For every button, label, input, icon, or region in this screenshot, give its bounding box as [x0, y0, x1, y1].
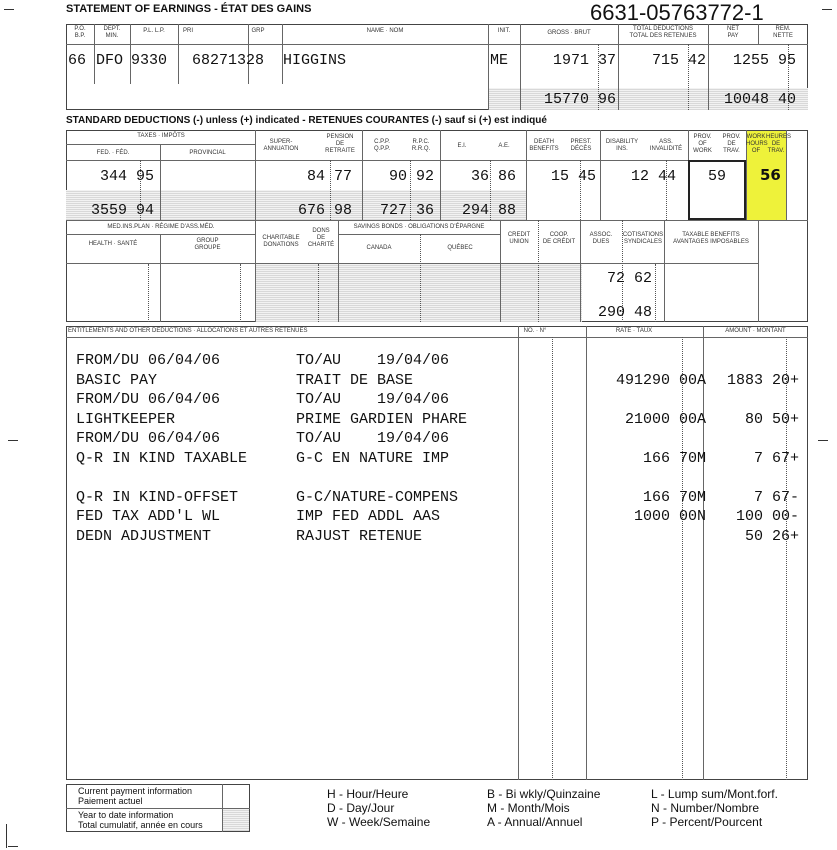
gross-ytd-value: 15770 96	[543, 91, 616, 108]
entitlement-rate: 166 70M	[642, 449, 706, 467]
margin-mark	[8, 846, 18, 847]
margin-mark	[822, 9, 832, 10]
fed-label: FED. · FÉD.	[96, 150, 130, 156]
entitlement-description-en: FROM/DU 06/04/06	[76, 391, 221, 408]
statement-title: STATEMENT OF EARNINGS - ÉTAT DES GAINS	[66, 3, 312, 15]
rate-label: RATE · TAUX	[615, 328, 653, 334]
code-m: M - Month/Mois	[487, 801, 570, 815]
entitlement-description-fr: TRAIT DE BASE	[296, 371, 414, 389]
current-payment-label	[78, 786, 192, 806]
margin-mark	[8, 440, 18, 441]
entitlement-description-en: FED TAX ADD'L WL	[76, 508, 221, 525]
entitlement-description-fr: TO/AU 19/04/06	[296, 430, 450, 447]
entitlement-description-en: FROM/DU 06/04/06	[76, 430, 221, 447]
margin-mark	[818, 440, 828, 441]
charitable-label: CHARITABLE DONATIONS	[262, 235, 300, 248]
amount-label: AMOUNT · MONTANT	[725, 328, 786, 334]
superannuation-label: SUPER- ANNUATION	[263, 139, 299, 152]
code-b: B - Bi wkly/Quinzaine	[487, 787, 601, 801]
codes-col-2	[487, 787, 600, 829]
code-w: W - Week/Semaine	[327, 815, 431, 829]
med-plan-label: MED.INS.PLAN · RÉGIME D'ASS.MÉD.	[107, 224, 215, 230]
heures-trav-label: HEURES DE TRAV.	[766, 134, 792, 154]
rem-nette-label: REM. NETTE	[773, 26, 793, 39]
health-label: HEALTH · SANTÉ	[88, 241, 138, 247]
entitlement-description-fr: G-C EN NATURE IMP	[296, 449, 450, 467]
entitlement-amount: 50 26+	[744, 527, 799, 545]
current-payment-fr: Paiement actuel	[78, 796, 143, 806]
current-payment-en: Current payment information	[78, 786, 193, 796]
gross-label: GROSS · BRUT	[547, 30, 591, 36]
net-pay-value: 1255 95	[732, 52, 796, 69]
cpp-value: 84 77	[306, 168, 352, 185]
death-benefits-value: 15 45	[550, 168, 596, 185]
entitlements-label: ENTITLEMENTS AND OTHER DEDUCTIONS · ALLOCATIONS ET AUTRES RETENUES	[68, 328, 308, 334]
credit-union-label: CREDIT UNION	[507, 232, 531, 245]
ae-label: A.E.	[498, 143, 510, 149]
codes-col-3	[651, 787, 778, 829]
grp-label: GRP	[251, 28, 265, 34]
dept-label: DEPT. MIN.	[103, 26, 121, 39]
init-value: ME	[490, 52, 509, 69]
po-label: P.O. B.P.	[74, 26, 86, 39]
entitlement-description-fr: PRIME GARDIEN PHARE	[296, 410, 468, 428]
prov-work-label: PROV. OF WORK	[693, 134, 712, 154]
work-hours-label: WORK HOURS OF	[746, 134, 768, 154]
entitlement-description-en: FROM/DU 06/04/06	[76, 352, 221, 369]
bonds-shading	[256, 264, 582, 322]
assoc-dues-value: 72 62	[606, 270, 652, 287]
fed-tax-value: 344 95	[99, 168, 154, 185]
assoc-dues-label: ASSOC. DUES	[589, 232, 613, 245]
canada-label: CANADA	[366, 245, 392, 251]
entitlement-rate: 491290 00A	[615, 371, 706, 389]
quebec-label: QUÉBEC	[447, 245, 473, 251]
document-number: 6631-05763772-1	[590, 0, 764, 25]
entitlement-description-en: LIGHTKEEPER	[76, 410, 176, 428]
pay-list-label: P.L. L.P.	[143, 28, 165, 34]
pension-label: PENSION DE RETRAITE	[325, 134, 355, 154]
entitlement-rate: 21000 00A	[624, 410, 706, 428]
prest-deces-label: PREST. DÉCÈS	[570, 139, 592, 152]
init-label: INIT.	[497, 28, 511, 34]
no-label: NO. · N°	[523, 328, 547, 334]
total-deductions-value: 715 42	[651, 52, 706, 69]
codes-col-1	[327, 787, 430, 829]
entitlement-description-fr: IMP FED ADDL AAS	[296, 508, 441, 525]
net-pay-label: NET PAY	[727, 26, 739, 39]
ytd-label	[78, 810, 203, 830]
ei-ytd-value: 294 88	[461, 202, 516, 219]
entitlement-description-en: Q-R IN KIND TAXABLE	[76, 449, 248, 467]
cpp2-ytd-value: 727 36	[379, 202, 434, 219]
po-value: 66	[68, 52, 87, 69]
disability-value: 12 44	[630, 168, 676, 185]
fed-tax-ytd-value: 3559 94	[90, 202, 154, 219]
coop-credit-label: COOP. DE CRÉDIT	[542, 232, 576, 245]
provincial-label: PROVINCIAL	[189, 150, 226, 156]
ytd-fr: Total cumulatif, année en cours	[78, 820, 203, 830]
ei-value: 36 86	[470, 168, 516, 185]
pri-label: PRI	[182, 28, 193, 34]
entitlement-amount: 7 67-	[753, 488, 799, 506]
entitlement-rate: 1000 00N	[633, 508, 706, 525]
entitlement-description-fr: RAJUST RETENUE	[296, 527, 423, 545]
ei-label: E.I.	[457, 143, 467, 149]
cpp2-value: 90 92	[388, 168, 434, 185]
name-value: HIGGINS	[283, 52, 347, 69]
margin-mark	[6, 824, 7, 848]
standard-deductions-title: STANDARD DEDUCTIONS (-) unless (+) indicated - RETENUES COURANTES (-) sauf si (+) est indiqué	[66, 115, 547, 126]
entitlement-amount: 80 50+	[744, 410, 799, 428]
code-d: D - Day/Jour	[327, 801, 395, 815]
pay-list-value: 9330	[131, 52, 168, 69]
cpp-label: C.P.P. Q.P.P.	[373, 139, 391, 152]
total-deductions-label: TOTAL DEDUCTIONS TOTAL DES RETENUES	[629, 26, 697, 39]
code-h: H - Hour/Heure	[327, 787, 409, 801]
entitlement-description-en: DEDN ADJUSTMENT	[76, 527, 212, 545]
entitlement-amount: 7 67+	[753, 449, 799, 467]
cpp-ytd-value: 676 98	[297, 202, 352, 219]
ytd-en: Year to date information	[78, 810, 174, 820]
code-n: N - Number/Nombre	[651, 801, 760, 815]
assoc-dues-ytd-value: 290 48	[597, 304, 652, 321]
entitlement-amount: 100 00-	[735, 508, 799, 525]
code-a: A - Annual/Annuel	[487, 815, 583, 829]
ass-invalidite-label: ASS. INVALIDITÉ	[649, 139, 683, 152]
entitlement-description-fr: TO/AU 19/04/06	[296, 352, 450, 369]
entitlement-description-en: BASIC PAY	[76, 371, 158, 389]
disability-label: DISABILITY INS.	[605, 139, 639, 152]
rpc-label: R.P.C. R.R.Q.	[411, 139, 431, 152]
prov-trav-label: PROV. DE TRAV.	[722, 134, 741, 154]
entitlement-description-fr: TO/AU 19/04/06	[296, 391, 450, 408]
code-p: P - Percent/Pourcent	[651, 815, 763, 829]
dons-label: DONS DE CHARITÉ	[307, 228, 335, 248]
code-l: L - Lump sum/Mont.forf.	[651, 787, 778, 801]
entitlement-description-en: Q-R IN KIND-OFFSET	[76, 488, 239, 506]
death-benefits-label: DEATH BENEFITS	[529, 139, 559, 152]
prov-work-value: 59	[708, 168, 727, 185]
group-label: GROUP GROUPE	[194, 238, 221, 251]
work-hours-value: 56	[760, 166, 781, 184]
margin-mark	[4, 9, 14, 10]
dept-value: DFO	[96, 52, 124, 69]
taxable-benefits-label: TAXABLE BENEFITS AVANTAGES IMPOSABLES	[673, 232, 749, 245]
gross-value: 1971 37	[552, 52, 616, 69]
name-label: NAME · NOM	[366, 28, 404, 34]
savings-bonds-label: SAVINGS BONDS · OBLIGATIONS D'ÉPARGNE	[353, 224, 485, 230]
entitlement-amount: 1883 20+	[726, 371, 799, 389]
net-ytd-value: 10048 40	[723, 91, 796, 108]
pri-value: 68271328	[192, 52, 265, 69]
entitlement-description-fr: G-C/NATURE-COMPENS	[296, 488, 459, 506]
taxes-label: TAXES · IMPÔTS	[137, 133, 185, 139]
cotisations-label: COTISATIONS SYNDICALES	[622, 232, 664, 245]
entitlement-rate: 166 70M	[642, 488, 706, 506]
